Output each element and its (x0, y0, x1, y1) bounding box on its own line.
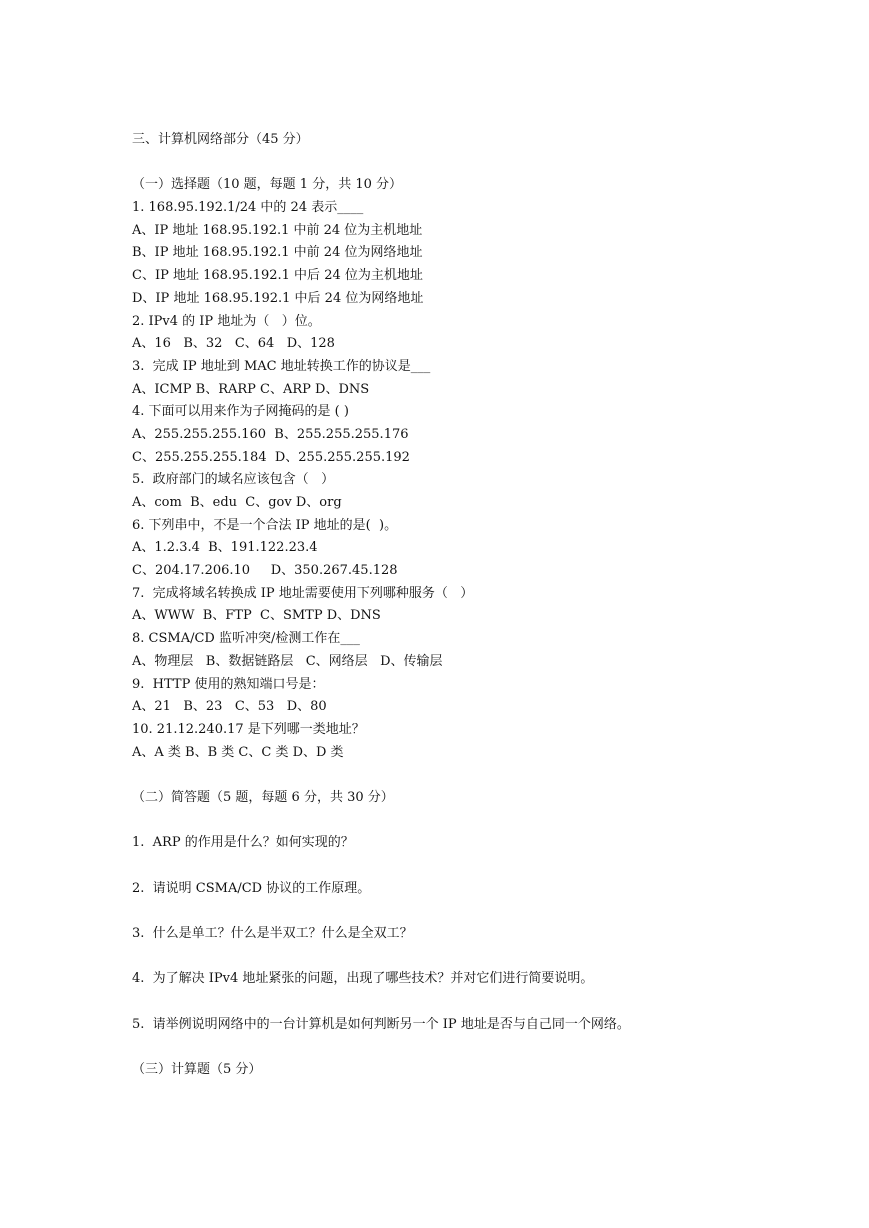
choice-line: 4. 下面可以用来作为子网掩码的是 ( ) (132, 404, 349, 420)
choice-line: D、IP 地址 168.95.192.1 中后 24 位为网络地址 (132, 290, 424, 306)
choice-line: C、IP 地址 168.95.192.1 中后 24 位为主机地址 (132, 268, 423, 284)
choice-line: C、255.255.255.184 D、255.255.255.192 (132, 449, 410, 465)
section-title-short-answer: （二）简答题（5 题，每题 6 分，共 30 分） (132, 789, 394, 805)
choice-line: 1. 168.95.192.1/24 中的 24 表示____ (132, 200, 364, 216)
spacer (132, 764, 832, 787)
choice-line: A、16 B、32 C、64 D、128 (132, 336, 335, 352)
choice-line: 9. HTTP 使用的熟知端口号是： (132, 676, 325, 692)
choice-line: A、物理层 B、数据链路层 C、网络层 D、传输层 (132, 653, 443, 669)
section-title-calculation: （三）计算题（5 分） (132, 1062, 262, 1078)
short-answer-item: 2. 请说明 CSMA/CD 协议的工作原理。 (132, 880, 371, 896)
choice-line: 7. 完成将域名转换成 IP 地址需要使用下列哪种服务（ ） (132, 585, 474, 601)
choice-line: A、com B、edu C、gov D、org (132, 495, 342, 510)
choice-line: A、1.2.3.4 B、191.122.23.4 (132, 540, 318, 556)
spacer (132, 152, 832, 175)
short-answer-item: 4. 为了解决 IPv4 地址紧张的问题，出现了哪些技术？并对它们进行简要说明。 (132, 971, 594, 987)
choice-line: A、WWW B、FTP C、SMTP D、DNS (132, 608, 381, 624)
short-answer-item: 1. ARP 的作用是什么？如何实现的？ (132, 835, 354, 851)
choice-line: B、IP 地址 168.95.192.1 中前 24 位为网络地址 (132, 245, 423, 261)
choice-line: A、IP 地址 168.95.192.1 中前 24 位为主机地址 (132, 222, 423, 238)
choice-line: A、255.255.255.160 B、255.255.255.176 (132, 426, 409, 442)
choice-line: A、ICMP B、RARP C、ARP D、DNS (132, 381, 370, 397)
short-answer-item: 3. 什么是单工？什么是半双工？什么是全双工？ (132, 926, 413, 942)
choice-line: A、21 B、23 C、53 D、80 (132, 699, 327, 715)
choice-line: 8. CSMA/CD 监听冲突/检测工作在___ (132, 631, 360, 647)
part-heading: 三、计算机网络部分（45 分） (132, 132, 309, 147)
choice-line: C、204.17.206.10 D、350.267.45.128 (132, 563, 398, 579)
document-page (132, 129, 832, 1082)
choice-line: 6. 下列串中，不是一个合法 IP 地址的是( )。 (132, 517, 398, 533)
spacer (132, 810, 832, 833)
choice-questions (132, 197, 832, 764)
section-title-choice: （一）选择题（10 题，每题 1 分，共 10 分） (132, 177, 403, 193)
choice-line: 2. IPv4 的 IP 地址为（ ）位。 (132, 313, 321, 329)
choice-line: 5. 政府部门的域名应该包含（ ） (132, 472, 335, 488)
short-answer-item: 5. 请举例说明网络中的一台计算机是如何判断另一个 IP 地址是否与自己同一个网络。 (132, 1016, 630, 1032)
choice-line: A、A 类 B、B 类 C、C 类 D、D 类 (132, 744, 344, 760)
short-answer-questions (132, 832, 832, 1036)
choice-line: 3. 完成 IP 地址到 MAC 地址转换工作的协议是___ (132, 358, 431, 374)
choice-line: 10. 21.12.240.17 是下列哪一类地址？ (132, 721, 365, 737)
